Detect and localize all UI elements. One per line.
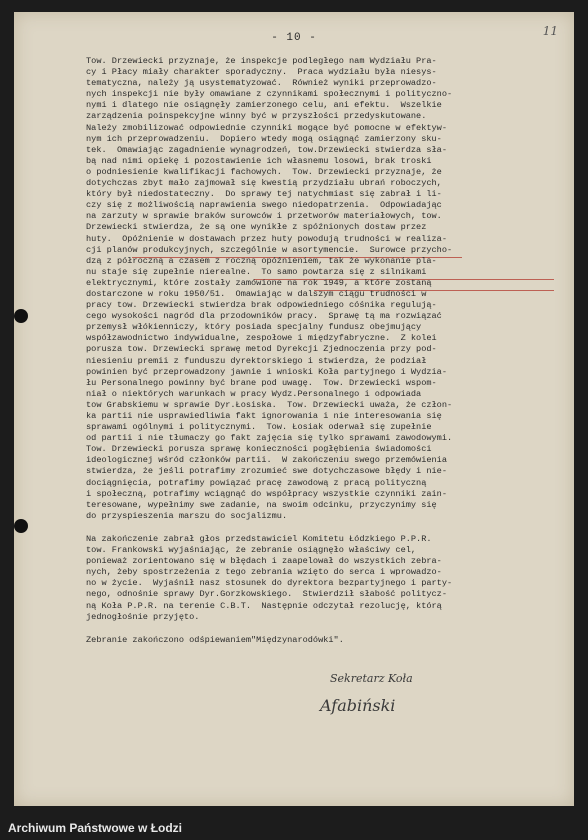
punch-hole	[14, 309, 28, 323]
signature-secretary-title: Sekretarz Koła	[330, 672, 413, 685]
archive-footer: Archiwum Państwowe w Łodzi	[0, 814, 588, 840]
closing-line: Zebranie zakończono odśpiewaniem"Międzynarodówki".	[86, 634, 344, 645]
punch-hole	[14, 519, 28, 533]
paragraph-report: Tow. Drzewiecki przyznaje, że inspekcje podległego nam Wydziału Pra- cy i Płacy miały charakter sporadyczny. Praca wydziału była niesys- tematyczna, należy ją usystematyzować. Również wyniki przeprowadzo- nych inspekcji nie były omawiane z czynnikami społecznymi i polityczno- nymi i dlatego nie osiągnęły zamierzonego celu, ani efektu. Wszelkie zarządzenia poinspekcyjne winny być w przyszłości przedyskutowane. Należy zmobilizować odpowiednie czynniki mogące być pomocne w efektyw- nym ich przeprowadzeniu. Dopiero wtedy mogą osiągnąć zamierzony sku- tek. Omawiając zagadnienie wynagrodzeń, tow.Drzewiecki stwierdza sła- bą nad nimi opiekę i pozostawienie ich własnemu losowi, brak troski o podniesienie kwalifikacji fachowych. Tow. Drzewiecki przyznaje, że dotychczas zbyt mało zajmował się kwestią przydziału ubrań roboczych, który był niedostateczny. Do sprawy tej natychmiast się zabrał i li- czy się z możliwością naprawienia swego niedopatrzenia. Odpowiadając na zarzuty w sprawie braków surowców i przetworów materiałowych, tow. Drzewiecki stwierdza, że są one wynikłe z spóźnionych dostaw przez huty. Opóźnienie w dostawach przez huty powodują trudności w realiza- cji planów produkcyjnych, szczególnie w asortymencie. Surowce przycho- dzą z półroczną a czasem z roczną opóźnieniem, tak że wykonanie pla- nu staje się zupełnie nierealne. To samo powtarza się z silnikami elektrycznymi, które zostały zamówione na rok 1949, a które zostaną dostarczone w roku 1950/51. Omawiając w dalszym ciągu trudności w pracy tow. Drzewiecki stwierdza brak odpowiedniego cóśnika regulują- cego wysokości nagród dla przodowników pracy. Sprawę tą ma rozwiązać przemysł włókienniczy, który posiada specjalny fundusz obejmujący współzawodnictwo indywidualne, zespołowe i międzyfabryczne. Z kolei porusza tow. Drzewiecki sprawę metod Dyrekcji Zjednoczenia przy pod- niesieniu premii z funduszu dyrektorskiego i stwierdza, że podział powinien być przeprowadzony jawnie i wnioski Koła partyjnego i Wydzia- łu Personalnego powinny być brane pod uwagę. Tow. Drzewiecki wspom- niał o niektórych warunkach w pracy Wydz.Personalnego i odpowiada tow Grabskiemu w sprawie Dyr.Łosiska. Tow. Drzewiecki uważa, że człon- ka partii nie usprawiedliwia fakt ignorowania i nie interesowania się sprawami ogólnymi i politycznymi. Tow. Łosiak oderwał się zupełnie od partii i nie tłumaczy go fakt zajęcia się tylko sprawami zawodowymi. Tow. Drzewiecki porusza sprawę konieczności pogłębienia świadomości ideologicznej wśród członków partii. W zakończeniu swego przemówienia stwierdza, że jeśli potrafimy zrozumieć swe dotychczasowe błędy i nie- dociągnięcia, potrafimy powiązać pracę zawodową z pracą polityczną i społeczną, potrafimy wciągnąć do współpracy wszystkie czynniki zain- teresowane, wypełnimy swe zadanie, na swoim odcinku, przyczynimy się do przyspieszenia marszu do socjalizmu.	[86, 56, 453, 521]
page-number: - 10 -	[271, 32, 317, 44]
paragraph-closing-speech: Na zakończenie zabrał głos przedstawiciel Komitetu Łódzkiego P.P.R. tow. Frankowski wyjaśniając, że zebranie osiągnęło właściwy cel, ponieważ zorientowano się w błędach i zaapelował do wszystkich zebra- nych, żeby spostrzeżenia z tego zebrania wzięto do serca i wprowadzo- no w życie. Wyjaśnił nasz stosunek do dyrektora bezpartyjnego i party- nego, odnośnie sprawy Dyr.Gorzkowskiego. Stwierdził słabość politycz- ną Koła P.P.R. na terenie C.B.T. Następnie odczytał rezolucję, którą jednogłośnie przyjęto.	[86, 533, 453, 622]
document-page	[14, 12, 574, 806]
signature-handwritten: Afabiński	[320, 696, 396, 715]
document-body	[86, 56, 564, 654]
archive-page-mark: 11	[542, 24, 558, 38]
